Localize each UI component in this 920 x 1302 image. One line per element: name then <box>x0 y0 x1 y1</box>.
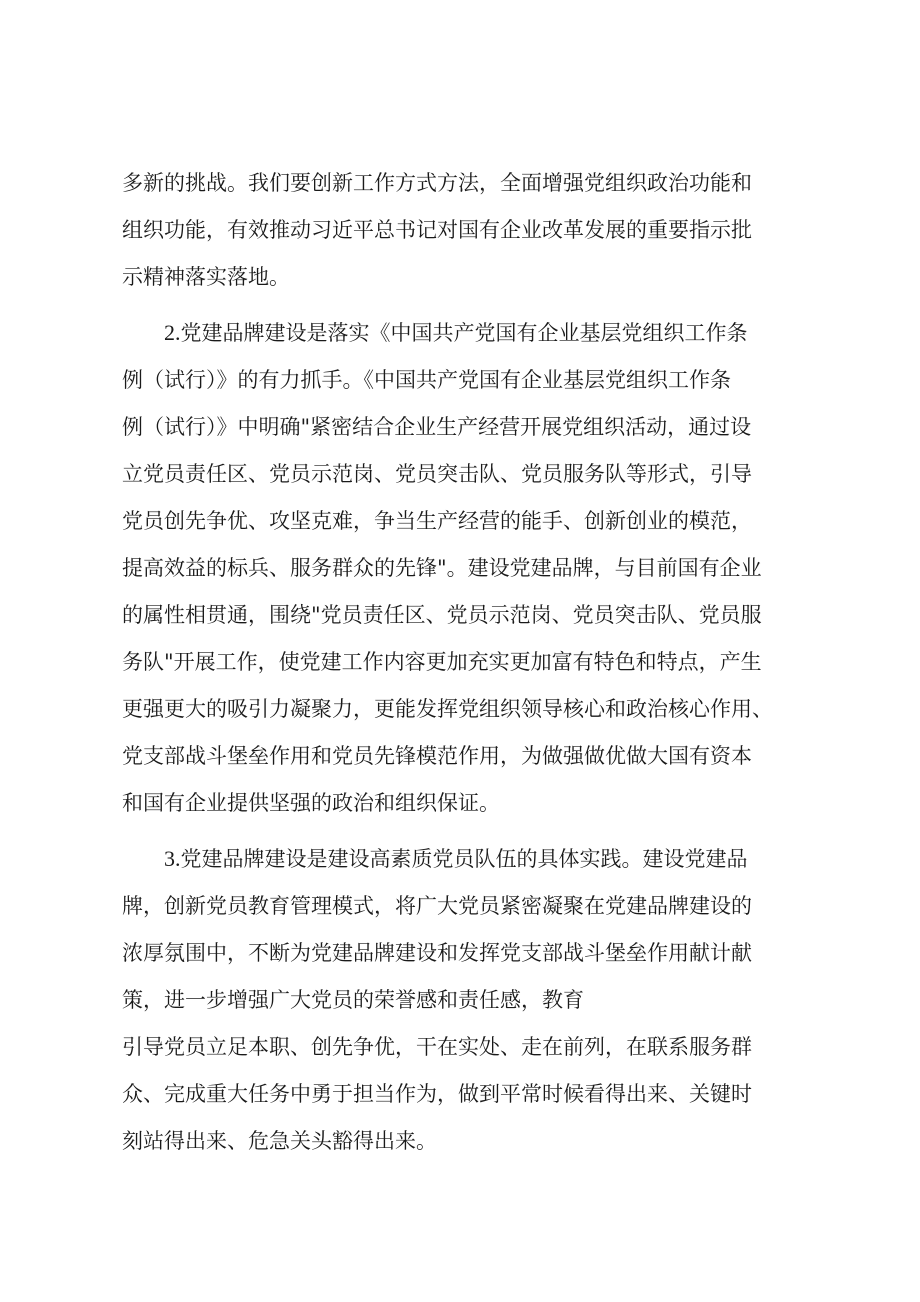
paragraph-3-line-1 <box>164 844 748 874</box>
paragraph-3-heading: 党建品牌建设是建设高素质党员队伍的具体实践。建设党建品 <box>180 847 748 871</box>
paragraph-2-line-7: 的属性相贯通，围绕"党员责任区、党员示范岗、党员突击队、党员服 <box>122 603 762 627</box>
paragraph-1-line-1: 多新的挑战。我们要创新工作方式方法，全面增强党组织政治功能和 <box>122 171 752 195</box>
paragraph-2-line-5: 党员创先争优、攻坚克难，争当生产经营的能手、创新创业的模范， <box>122 509 752 533</box>
paragraph-3-line-4: 策，进一步增强广大党员的荣誉感和责任感，教育 <box>122 988 584 1012</box>
paragraph-3-line-6: 众、完成重大任务中勇于担当作为，做到平常时候看得出来、关键时 <box>122 1082 752 1106</box>
paragraph-1-line-2: 组织功能，有效推动习近平总书记对国有企业改革发展的重要指示批 <box>122 218 752 242</box>
paragraph-2-line-8: 务队"开展工作，使党建工作内容更加充实更加富有特色和特点，产生 <box>122 650 762 674</box>
paragraph-2-number: 2. <box>164 320 181 345</box>
paragraph-2-heading: 党建品牌建设是落实《中国共产党国有企业基层党组织工作条 <box>180 321 748 345</box>
paragraph-2-line-1 <box>164 318 748 348</box>
paragraph-2-line-6: 提高效益的标兵、服务群众的先锋"。建设党建品牌，与目前国有企业 <box>122 556 762 580</box>
paragraph-3-line-5: 引导党员立足本职、创先争优，干在实处、走在前列，在联系服务群 <box>122 1035 752 1059</box>
paragraph-2-line-3: 例（试行）》中明确"紧密结合企业生产经营开展党组织活动，通过设 <box>122 415 752 439</box>
paragraph-2-line-10: 党支部战斗堡垒作用和党员先锋模范作用，为做强做优做大国有资本 <box>122 744 752 768</box>
paragraph-3-line-2: 牌，创新党员教育管理模式，将广大党员紧密凝聚在党建品牌建设的 <box>122 894 752 918</box>
paragraph-1-line-3: 示精神落实落地。 <box>122 265 290 289</box>
paragraph-3-number: 3. <box>164 846 181 871</box>
paragraph-3-line-7: 刻站得出来、危急关头豁得出来。 <box>122 1129 437 1153</box>
paragraph-2-line-11: 和国有企业提供坚强的政治和组织保证。 <box>122 791 500 815</box>
paragraph-2-line-4: 立党员责任区、党员示范岗、党员突击队、党员服务队等形式，引导 <box>122 462 752 486</box>
paragraph-2-line-2: 例（试行）》的有力抓手。《中国共产党国有企业基层党组织工作条 <box>122 368 731 392</box>
paragraph-2-line-9: 更强更大的吸引力凝聚力，更能发挥党组织领导核心和政治核心作用、 <box>122 697 773 721</box>
paragraph-3-line-3: 浓厚氛围中，不断为党建品牌建设和发挥党支部战斗堡垒作用献计献 <box>122 941 752 965</box>
